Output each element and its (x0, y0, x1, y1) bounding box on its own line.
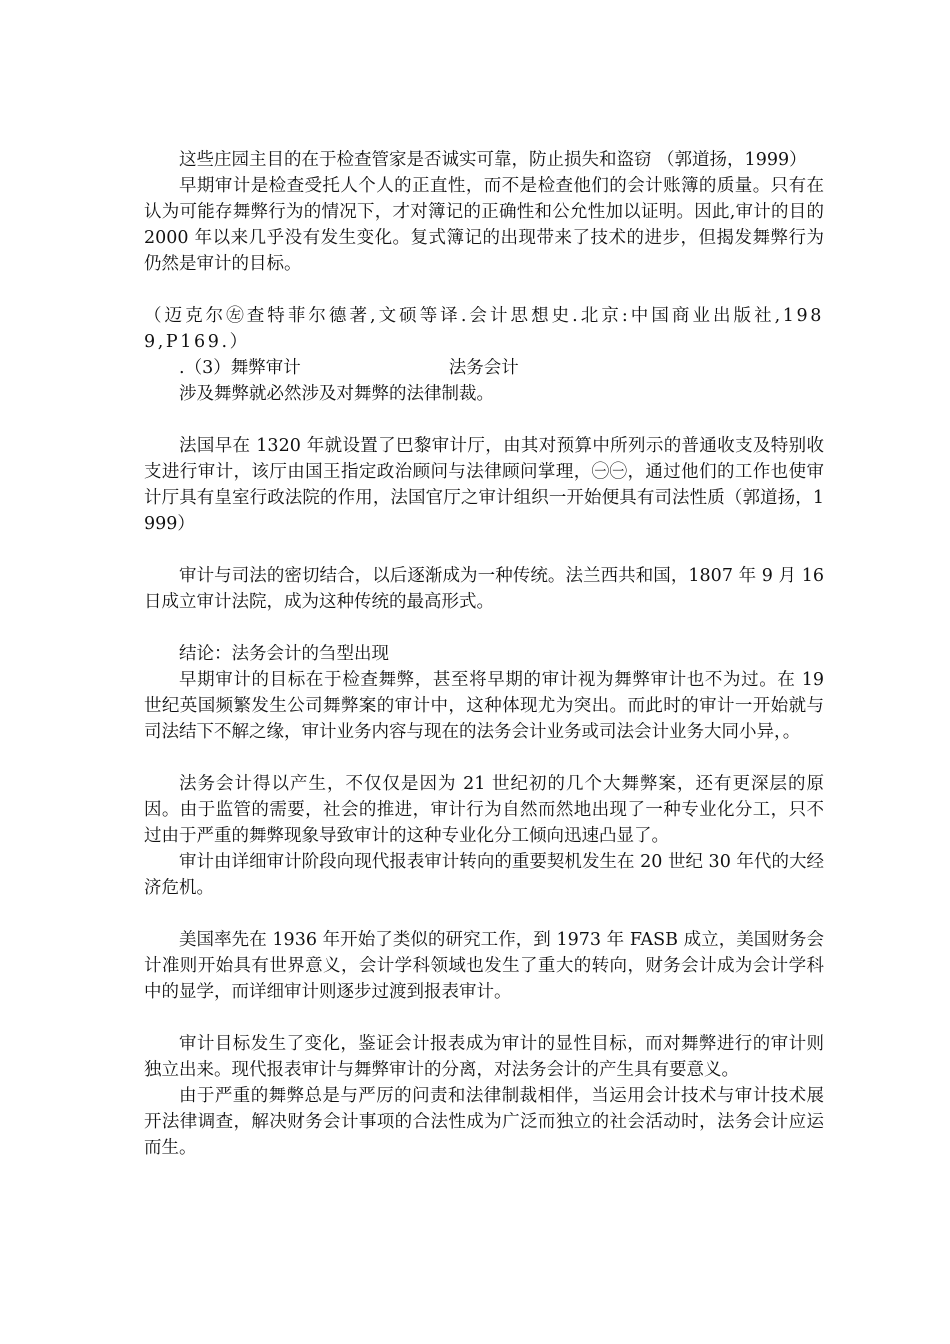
section-heading-forensic-accounting: 法务会计 (448, 358, 519, 378)
paragraph-forensic-origin: 法务会计得以产生，不仅仅是因为 21 世纪初的几个大舞弊案，还有更深层的原因。由于监管的需要，社会的推进，审计行为自然而然地出现了一种专业化分工，只不过由于严重的舞弊现象导致审计的这种专业化分工倾向迅速凸显了。 (144, 774, 824, 846)
section-heading-fraud-audit: .（3）舞弊审计 (179, 358, 301, 378)
spacer (144, 407, 824, 433)
paragraph-legal-sanction: 涉及舞弊就必然涉及对舞弊的法律制裁。 (179, 384, 494, 404)
paragraph-audit-objective-change: 审计目标发生了变化，鉴证会计报表成为审计的显性目标，而对舞弊进行的审计则独立出来。现代报表审计与舞弊审计的分离，对法务会计的产生具有要意义。 (144, 1034, 824, 1080)
paragraph-audit-judiciary: 审计与司法的密切结合，以后逐渐成为一种传统。法兰西共和国，1807 年 9 月 16 日成立审计法院，成为这种传统的最高形式。 (144, 566, 824, 612)
section-heading-row (144, 355, 824, 381)
spacer (144, 901, 824, 927)
document-body (144, 147, 824, 1161)
spacer (144, 1005, 824, 1031)
paragraph-usa-fasb: 美国率先在 1936 年开始了类似的研究工作，到 1973 年 FASB 成立，美国财务会计准则开始具有世界意义，会计学科领域也发生了重大的转向，财务会计成为会计学科中的显学，而详细审计则逐步过渡到报表审计。 (144, 930, 824, 1002)
citation-reference: （迈克尔㊧查特菲尔德著,文硕等译.会计思想史.北京:中国商业出版社,1989,P169.） (144, 306, 824, 352)
paragraph-early-audit: 早期审计是检查受托人个人的正直性，而不是检查他们的会计账簿的质量。只有在认为可能存舞弊行为的情况下，才对簿记的正确性和公允性加以证明。因此,审计的目的 2000 年以来几乎没有发生变化。复式簿记的出现带来了技术的进步，但揭发舞弊行为仍然是审计的目标。 (144, 176, 824, 274)
paragraph-manor-purpose: 这些庄园主目的在于检查管家是否诚实可靠，防止损失和盗窃 （郭道扬，1999） (179, 150, 807, 170)
paragraph-economic-crisis: 审计由详细审计阶段向现代报表审计转向的重要契机发生在 20 世纪 30 年代的大经济危机。 (144, 852, 824, 898)
spacer (144, 745, 824, 771)
paragraph-conclusion-heading: 结论：法务会计的刍型出现 (179, 644, 389, 664)
paragraph-early-audit-goal: 早期审计的目标在于检查舞弊，甚至将早期的审计视为舞弊审计也不为过。在 19 世纪英国频繁发生公司舞弊案的审计中，这种体现尤为突出。而此时的审计一开始就与司法结下不解之缘，审计业务内容与现在的法务会计业务或司法会计业务大同小异，。 (144, 670, 824, 742)
spacer (144, 277, 824, 303)
spacer (144, 537, 824, 563)
spacer (144, 615, 824, 641)
paragraph-france-audit-office: 法国早在 1320 年就设置了巴黎审计厅，由其对预算中所列示的普通收支及特别收支进行审计，该厅由国王指定政治顾问与法律顾问掌理，㊀㊀，通过他们的工作也使审计厅具有皇室行政法院的作用，法国官厅之审计组织一开始便具有司法性质（郭道扬，1999） (144, 436, 824, 534)
paragraph-forensic-emergence: 由于严重的舞弊总是与严厉的问责和法律制裁相伴，当运用会计技术与审计技术展开法律调查，解决财务会计事项的合法性成为广泛而独立的社会活动时，法务会计应运而生。 (144, 1086, 824, 1158)
